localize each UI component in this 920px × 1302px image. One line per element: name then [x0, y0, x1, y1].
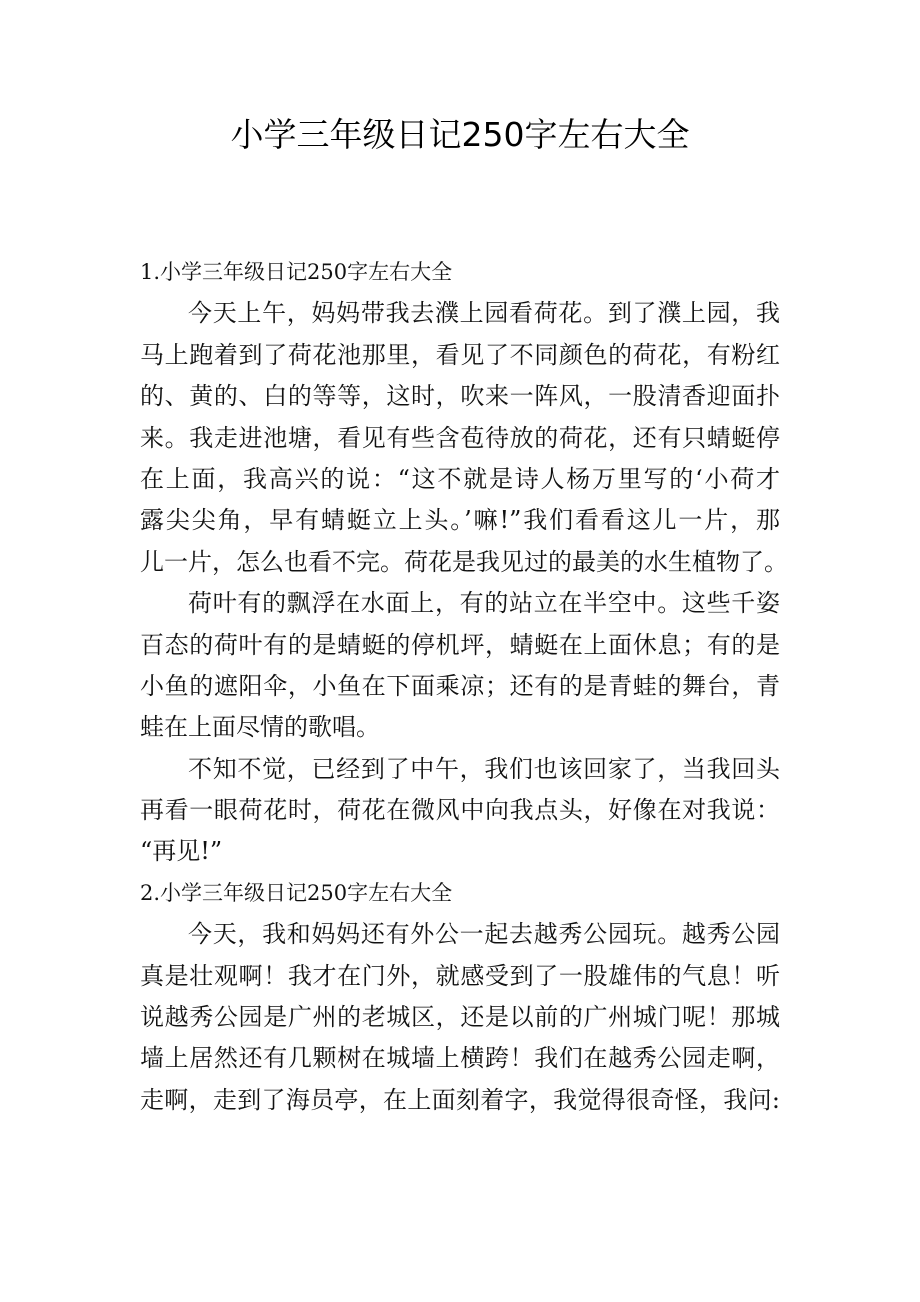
- text-line: 马上跑着到了荷花池那里，看见了不同颜色的荷花，有粉红: [140, 340, 780, 369]
- text-line: 的、黄的、白的等等，这时，吹来一阵风，一股清香迎面扑: [140, 382, 780, 411]
- paragraph: [140, 293, 788, 583]
- text-line: 今天上午，妈妈带我去濮上园看荷花。到了濮上园，我: [188, 299, 780, 328]
- text-line: 来。我走进池塘，看见有些含苞待放的荷花，还有只蜻蜓停: [140, 423, 780, 452]
- text-line: 不知不觉，已经到了中午，我们也该回家了，当我回头: [188, 754, 780, 783]
- text-line: 说越秀公园是广州的老城区，还是以前的广州城门呢！那城: [140, 1003, 780, 1032]
- document-title: 小学三年级日记250字左右大全: [230, 115, 690, 154]
- document-body: [140, 252, 788, 1121]
- paragraph: [140, 914, 780, 1121]
- section-heading: 2.小学三年级日记250字左右大全: [140, 880, 453, 905]
- text-line: 再看一眼荷花时，荷花在微风中向我点头，好像在对我说：: [140, 796, 780, 825]
- text-line: 在上面，我高兴的说：“这不就是诗人杨万里写的‘小荷才: [140, 464, 780, 493]
- text-line: 儿一片，怎么也看不完。荷花是我见过的最美的水生植物了。: [140, 547, 788, 576]
- text-line: 今天，我和妈妈还有外公一起去越秀公园玩。越秀公园: [188, 920, 780, 949]
- section-heading: 1.小学三年级日记250字左右大全: [140, 260, 453, 284]
- text-line: 露尖尖角，早有蜻蜓立上头。’嘛!”我们看看这儿一片，那: [140, 506, 780, 535]
- text-line: 小鱼的遮阳伞，小鱼在下面乘凉；还有的是青蛙的舞台，青: [140, 671, 780, 700]
- paragraph: [140, 583, 780, 749]
- text-line: 荷叶有的飘浮在水面上，有的站立在半空中。这些千姿: [188, 589, 780, 618]
- text-line: “再见!”: [140, 837, 223, 866]
- text-line: 蛙在上面尽情的歌唱。: [140, 713, 380, 742]
- paragraph: [140, 749, 780, 873]
- text-line: 墙上居然还有几颗树在城墙上横跨！我们在越秀公园走啊，: [140, 1044, 780, 1073]
- text-line: 真是壮观啊！我才在门外，就感受到了一股雄伟的气息！听: [140, 961, 780, 990]
- text-line: 走啊，走到了海员亭，在上面刻着字，我觉得很奇怪，我问:: [140, 1085, 780, 1114]
- text-line: 百态的荷叶有的是蜻蜓的停机坪，蜻蜓在上面休息；有的是: [140, 630, 780, 659]
